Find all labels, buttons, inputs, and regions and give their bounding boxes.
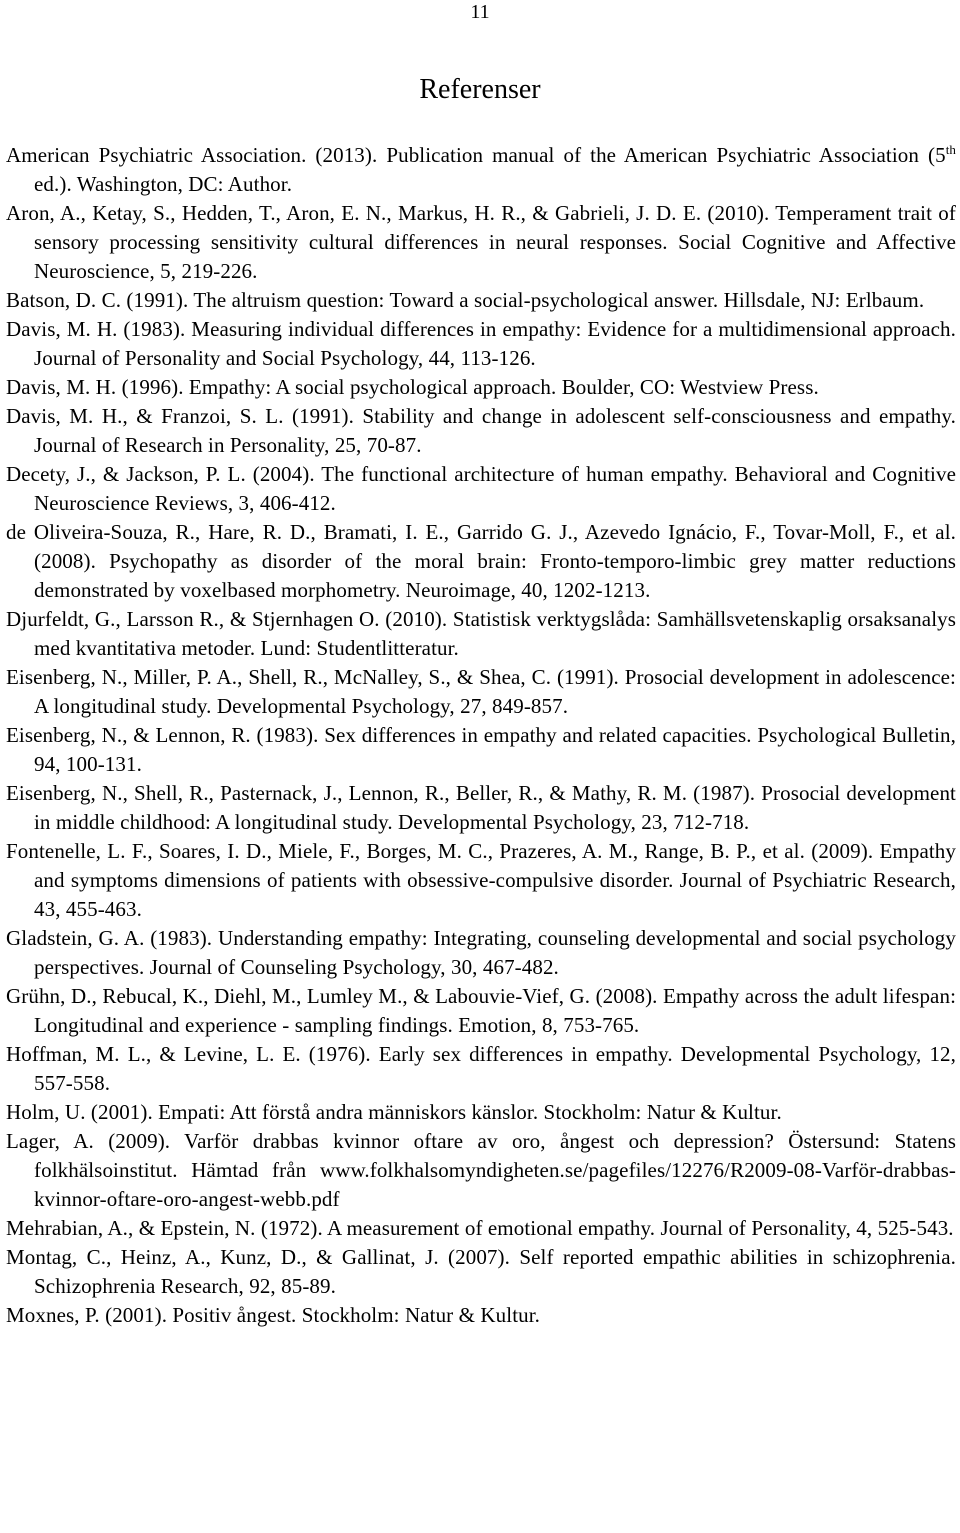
page-number: 11 [470, 1, 490, 23]
reference-entry: Moxnes, P. (2001). Positiv ångest. Stockholm: Natur & Kultur. [6, 1303, 541, 1327]
reference-entry: Batson, D. C. (1991). The altruism question: Toward a social-psychological answer. Hillsdale, NJ: Erlbaum. [6, 288, 925, 312]
reference-entry: Grühn, D., Rebucal, K., Diehl, M., Lumley M., & Labouvie-Vief, G. (2008). Empathy across the adult lifespan: Longitudinal and experience - sampling findings. Emotion, 8, 753-765. [6, 984, 956, 1037]
reference-list [6, 141, 956, 1330]
reference-entry: Eisenberg, N., Miller, P. A., Shell, R., McNalley, S., & Shea, C. (1991). Prosocial development in adolescence: A longitudinal study. Developmental Psychology, 27, 849-857. [6, 665, 956, 718]
reference-entry: Hoffman, M. L., & Levine, L. E. (1976). Early sex differences in empathy. Developmental Psychology, 12, 557-558. [6, 1042, 956, 1095]
reference-entry: Gladstein, G. A. (1983). Understanding empathy: Integrating, counseling developmental and social psychology perspectives. Journal of Counseling Psychology, 30, 467-482. [6, 926, 956, 979]
reference-entry: Holm, U. (2001). Empati: Att förstå andra människors känslor. Stockholm: Natur & Kultur. [6, 1100, 782, 1124]
reference-entry: Davis, M. H. (1996). Empathy: A social psychological approach. Boulder, CO: Westview Press. [6, 375, 819, 399]
reference-entry: Montag, C., Heinz, A., Kunz, D., & Gallinat, J. (2007). Self reported empathic abilities in schizophrenia. Schizophrenia Research, 92, 85-89. [6, 1245, 956, 1298]
reference-entry: Decety, J., & Jackson, P. L. (2004). The functional architecture of human empathy. Behavioral and Cognitive Neuroscience Reviews, 3, 406-412. [6, 462, 956, 515]
reference-entry: Fontenelle, L. F., Soares, I. D., Miele, F., Borges, M. C., Prazeres, A. M., Range, B. P., et al. (2009). Empathy and symptoms dimensions of patients with obsessive-compulsive disorder. Journal of Psychiatric Research, 43, 455-463. [6, 839, 956, 921]
reference-entry: Davis, M. H. (1983). Measuring individual differences in empathy: Evidence for a multidimensional approach. Journal of Personality and Social Psychology, 44, 113-126. [6, 317, 956, 370]
reference-entry: Djurfeldt, G., Larsson R., & Stjernhagen O. (2010). Statistisk verktygslåda: Samhällsvetenskaplig orsaksanalys med kvantitativa metoder. Lund: Studentlitteratur. [6, 607, 956, 660]
reference-entry: Davis, M. H., & Franzoi, S. L. (1991). Stability and change in adolescent self-consciousness and empathy. Journal of Research in Personality, 25, 70-87. [6, 404, 956, 457]
reference-entry: Eisenberg, N., Shell, R., Pasternack, J., Lennon, R., Beller, R., & Mathy, R. M. (1987). Prosocial development in middle childhood: A longitudinal study. Developmental Psychology, 23, 712-718. [6, 781, 956, 834]
page-title: Referenser [419, 74, 541, 105]
reference-entry: Aron, A., Ketay, S., Hedden, T., Aron, E. N., Markus, H. R., & Gabrieli, J. D. E. (2010). Temperament trait of sensory processing sensitivity cultural differences in neural responses. Social Cognitive and Affective Neuroscience, 5, 219-226. [6, 201, 956, 283]
reference-entry: de Oliveira-Souza, R., Hare, R. D., Bramati, I. E., Garrido G. J., Azevedo Ignácio, F., Tovar-Moll, F., et al. (2008). Psychopathy as disorder of the moral brain: Fronto-temporo-limbic grey matter reductions demonstrated by voxelbased morphometry. Neuroimage, 40, 1202-1213. [6, 520, 956, 602]
reference-entry: Lager, A. (2009). Varför drabbas kvinnor oftare av oro, ångest och depression? Östersund: Statens folkhälsoinstitut. Hämtad från www.folkhalsomyndigheten.se/pagefiles/12276/R2009-08-Varför-drabbas-kvinnor-oftare-oro-angest-webb.pdf [6, 1129, 956, 1211]
reference-entry: Eisenberg, N., & Lennon, R. (1983). Sex differences in empathy and related capacities. Psychological Bulletin, 94, 100-131. [6, 723, 956, 776]
reference-entry: American Psychiatric Association. (2013). Publication manual of the American Psychiatric Association (5th ed.). Washington, DC: Author. [6, 142, 956, 196]
reference-entry: Mehrabian, A., & Epstein, N. (1972). A measurement of emotional empathy. Journal of Personality, 4, 525-543. [6, 1216, 954, 1240]
